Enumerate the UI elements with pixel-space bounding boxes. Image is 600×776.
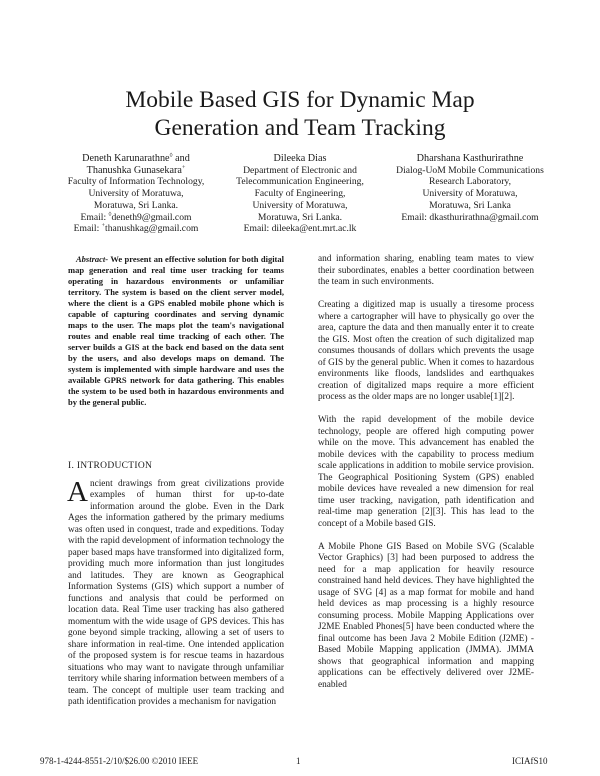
abstract-text: We present an effective solution for both digital map generation and real time user tracking for teams operating in hazardous environments or unfamiliar territory. The system is based on the client server model, where the client is a GPS enabled mobile phone which is capable of capturing coordinates and serving dynamic maps to the user. The maps plot the team's navigational routes and enable real time tracking of each other. The server builds a GIS at the back end based on the data sent by the users, and also develops maps on demand. The system is implemented with simple hardware and uses the available GPRS network for data gathering. This enables the system to be used both in hazardous environments and by the general public.: [68, 254, 284, 407]
right-column: [318, 254, 534, 691]
author-1-name-line1: Deneth Karunarathne◊ and: [82, 153, 190, 164]
author-2-affiliation-line: Moratuwa, Sri Lanka.: [257, 211, 343, 223]
introduction-paragraph: Ancient drawings from great civilizations provide examples of human thirst for up-to-date information around the globe. Even in the Dark Ages the information gathered by the primary mediums was often used in conquest, trade and expeditions. Today with the rapid development of information technology the paper based maps have transformed into digitalized form, providing much more information than just longitudes and latitudes. They are known as Geographical Information Systems (GIS) which support a number of functions and analysis that could be performed on location data. Real Time user tracking has also gathered momentum with the wide usage of GPS devices. This has gone beyond simple tracking, allowing a set of users to share information in real-time. One intended application of the proposed system is for rescue teams in hazardous situations who may want to navigate through unfamiliar territory while sharing information between members of a team. The concept of multiple user team tracking and path identification provides a mechanism for navigation: [67, 475, 284, 707]
author-3-affiliation-line: Dialog-UoM Mobile Communications: [396, 164, 544, 176]
footer-conference: ICIAfS10: [512, 756, 548, 766]
paper-title: [40, 86, 560, 142]
author-2-affiliation-line: University of Moratuwa,: [252, 199, 348, 211]
author-3-affiliation-line: Moratuwa, Sri Lanka: [429, 199, 511, 211]
abstract-label: Abstract-: [76, 254, 109, 264]
author-2-affiliation-line: Faculty of Engineering,: [254, 188, 346, 200]
author-1-affiliation-line: University of Moratuwa,: [88, 188, 184, 200]
author-2-email: Email: dileeka@ent.mrt.ac.lk: [243, 223, 357, 235]
author-1-name-line2: Thanushka Gunasekara+: [86, 164, 186, 176]
author-1-email-2: Email: +thanushkag@gmail.com: [73, 223, 199, 235]
author-2-affiliation-line: Telecommunication Engineering,: [236, 176, 364, 188]
author-1: [48, 153, 224, 235]
body-paragraph: A Mobile Phone GIS Based on Mobile SVG (Scalable Vector Graphics) [3] had been purposed to address the need for a map application for heavily resource constrained hand held devices. They have highlighted the usage of SVG [4] as a map format for mobile and hand held devices as map processing is a highly resource consuming process. Mobile Mapping Applications over J2ME Enabled Phones[5] have been conducted where the final outcome has been Java 2 Mobile Edition (J2ME) -Based Mobile Mapping application (JMMA). JMMA shows that geographical information and mapping applications can be effectively delivered over J2ME-enabled: [318, 541, 534, 690]
author-3-email: Email: dkasthurirathna@gmail.com: [401, 211, 539, 223]
author-3: [378, 153, 562, 223]
abstract: [68, 254, 284, 408]
author-1-affiliation-line: Moratuwa, Sri Lanka.: [93, 199, 179, 211]
body-paragraph: and information sharing, enabling team mates to view their subordinates, enables a better coordination between the team in such environments.: [318, 254, 534, 287]
author-3-name: Dharshana Kasthurirathne: [416, 153, 524, 164]
author-3-affiliation-line: University of Moratuwa,: [422, 188, 518, 200]
body-paragraph: Creating a digitized map is usually a tiresome process where a cartographer will have to physically go over the area, capture the data and then manually enter it to create the GIS. Most often the creation of such digitalized map consumes thousands of dollars which prevents the usage of GIS by the general public. When it comes to hazardous environments like floods, landslides and earthquakes creation of digitalized maps require a more efficient process as the older maps are no longer usable[1][2].: [318, 300, 534, 402]
author-1-affiliation-line: Faculty of Information Technology,: [67, 176, 205, 188]
section-heading-introduction: I. INTRODUCTION: [68, 461, 153, 471]
left-column: [68, 254, 284, 709]
author-2: [212, 153, 388, 235]
drop-cap: A: [67, 475, 88, 508]
footer-copyright: 978-1-4244-8551-2/10/$26.00 ©2010 IEEE: [40, 756, 199, 766]
paper-title-line1: Mobile Based GIS for Dynamic Map: [125, 87, 475, 113]
author-2-name: Dileeka Dias: [273, 153, 327, 164]
body-paragraph: With the rapid development of the mobile device technology, people are offered high computing power while on the move. This advancement has enabled the mobile devices with the capability to process medium scale applications in addition to mobile service provision. The Geographical Positioning System (GPS) enabled mobile devices have revealed a new dimension for real time user tracking, navigation, path identification and real-time map generation [2][3]. This has lead to the concept of a Mobile based GIS.: [318, 415, 534, 529]
author-3-affiliation-line: Research Laboratory,: [429, 176, 511, 188]
author-1-email-1: Email: ◊deneth9@gmail.com: [80, 211, 192, 223]
author-2-affiliation-line: Department of Electronic and: [243, 164, 357, 176]
paper-title-line2: Generation and Team Tracking: [154, 115, 446, 141]
footer-page-number: 1: [296, 756, 301, 766]
